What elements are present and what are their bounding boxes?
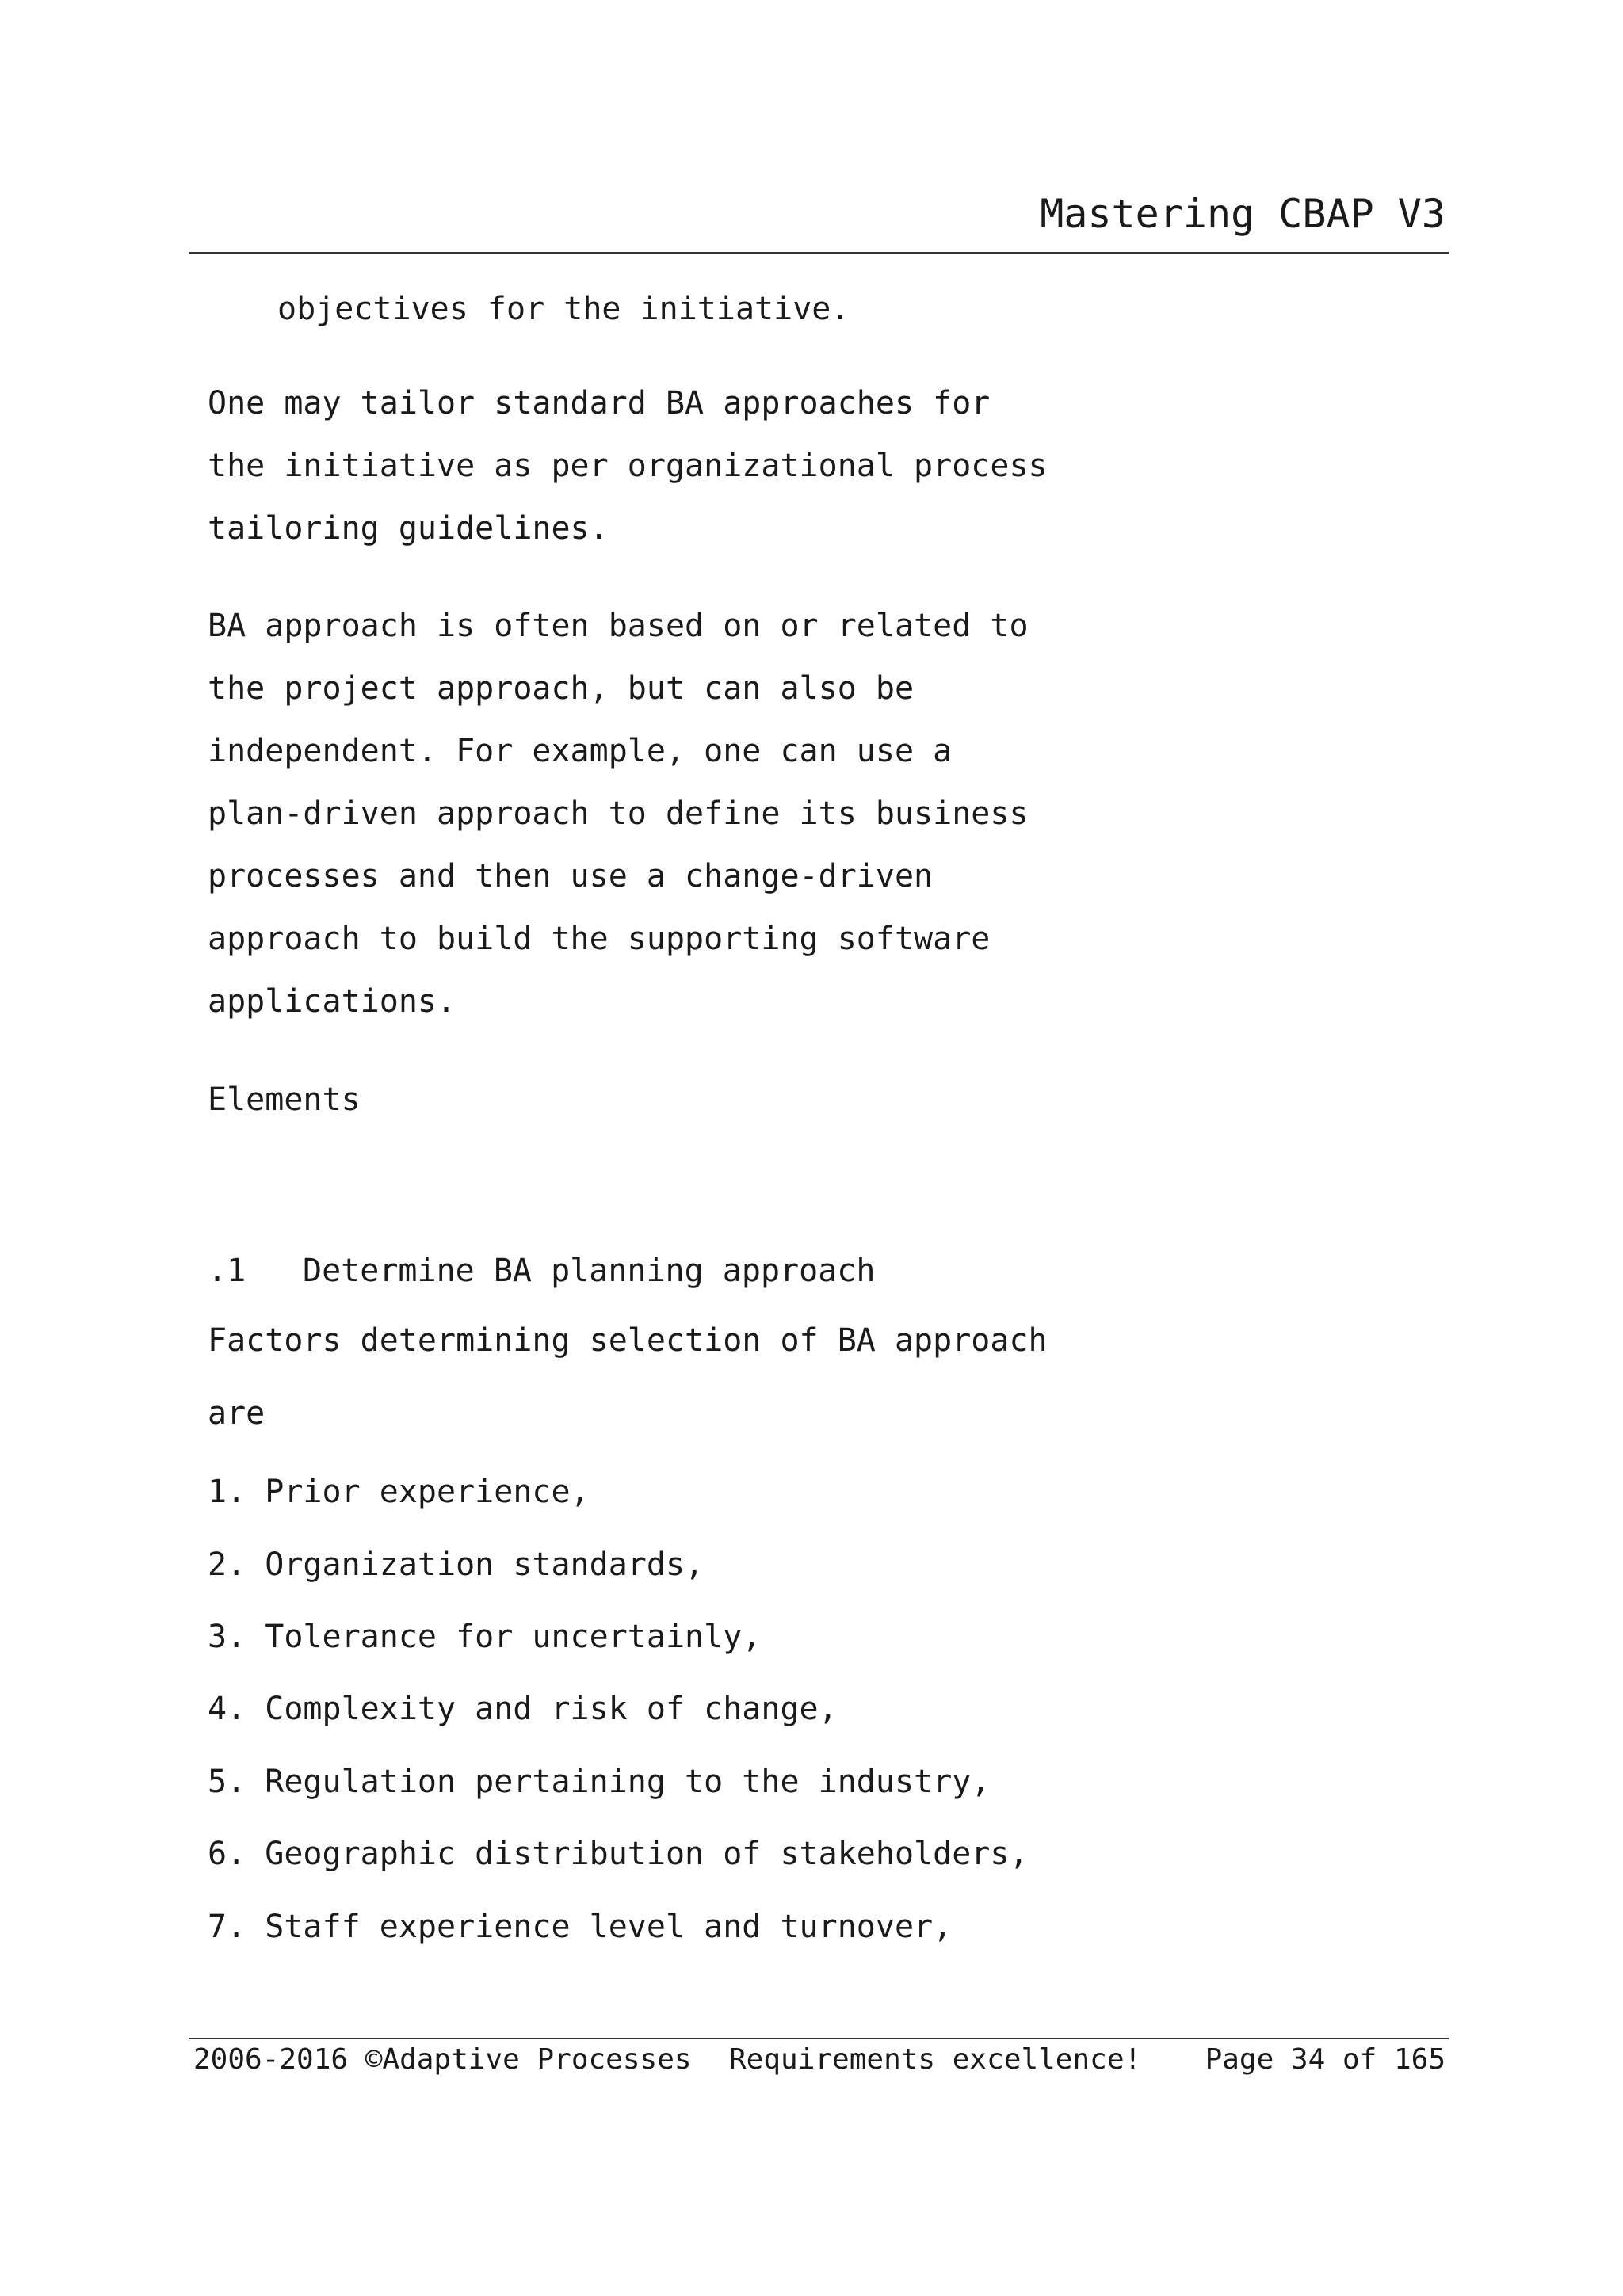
paragraph-2-line-7: applications.	[208, 983, 456, 1020]
list-item: 1. Prior experience,	[208, 1474, 590, 1510]
paragraph-1-line-2: the initiative as per organizational process	[208, 448, 1048, 484]
list-item: 2. Organization standards,	[208, 1547, 705, 1583]
paragraph-2-line-1: BA approach is often based on or related to	[208, 608, 1029, 644]
paragraph-2-line-6: approach to build the supporting software	[208, 921, 991, 957]
section-title: Determine BA planning approach	[303, 1253, 876, 1289]
paragraph-2-line-4: plan-driven approach to define its business	[208, 795, 1029, 832]
paragraph-2-line-3: independent. For example, one can use a	[208, 733, 953, 769]
footer-copyright: 2006-2016 ©Adaptive Processes	[193, 2043, 692, 2076]
section-number: .1	[208, 1253, 246, 1289]
running-header-title: Mastering CBAP V3	[1040, 191, 1445, 237]
footer-page-number: Page 34 of 165	[1205, 2043, 1445, 2076]
paragraph-2-line-5: processes and then use a change-driven	[208, 858, 934, 894]
list-item: 7. Staff experience level and turnover,	[208, 1909, 953, 1945]
list-item: 3. Tolerance for uncertainly,	[208, 1619, 762, 1655]
continuation-line: objectives for the initiative.	[277, 291, 850, 327]
paragraph-2-line-2: the project approach, but can also be	[208, 670, 915, 707]
footer-divider	[189, 2038, 1449, 2039]
paragraph-1-line-1: One may tailor standard BA approaches for	[208, 385, 991, 421]
factors-intro-line-2: are	[208, 1395, 265, 1432]
factors-intro-line-1: Factors determining selection of BA approach	[208, 1322, 1048, 1359]
paragraph-1-line-3: tailoring guidelines.	[208, 510, 609, 547]
section-heading	[208, 1251, 875, 1291]
elements-heading: Elements	[208, 1081, 361, 1118]
footer-tagline: Requirements excellence!	[729, 2043, 1142, 2076]
header-divider	[189, 252, 1449, 254]
list-item: 4. Complexity and risk of change,	[208, 1691, 838, 1727]
list-item: 6. Geographic distribution of stakeholders,	[208, 1836, 1029, 1872]
list-item: 5. Regulation pertaining to the industry,	[208, 1764, 991, 1800]
